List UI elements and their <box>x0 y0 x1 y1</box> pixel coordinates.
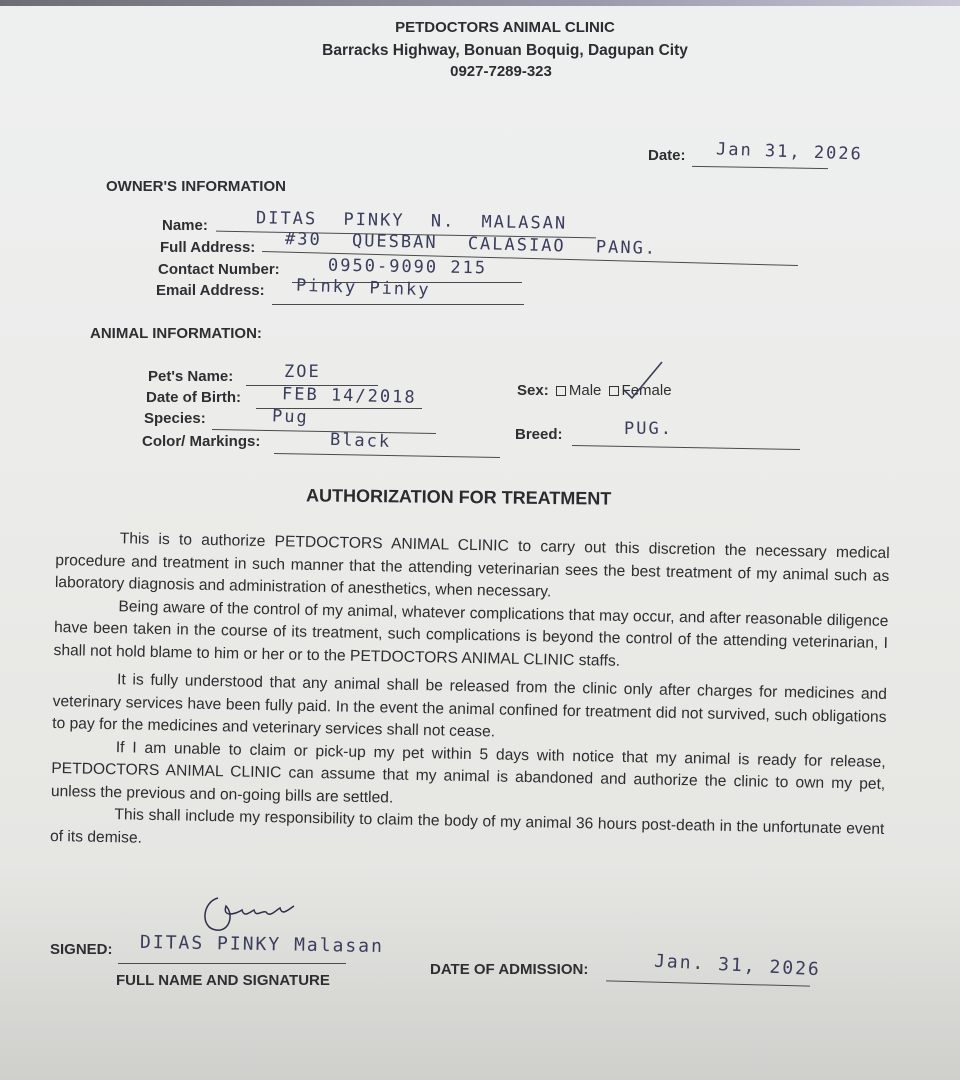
date-label: Date: <box>648 147 686 164</box>
color-line <box>274 453 500 458</box>
photo-top-edge <box>0 0 960 6</box>
owner-section-title: OWNER'S INFORMATION <box>106 178 286 195</box>
breed-label: Breed: <box>515 426 563 443</box>
breed-line <box>572 445 800 450</box>
owner-email-label: Email Address: <box>156 282 265 299</box>
male-option-label: Male <box>568 382 602 399</box>
breed-value[interactable]: PUG. <box>624 419 673 439</box>
owner-address-value[interactable]: #30 QUESBAN CALASIAO PANG. <box>284 229 658 259</box>
clinic-name: PETDOCTORS ANIMAL CLINIC <box>395 19 615 36</box>
animal-section-title: ANIMAL INFORMATION: <box>90 325 262 342</box>
authorization-paragraph-4: If I am unable to claim or pick-up my pet within 5 days with notice that my animal is ready for release, PETDOCTORS ANIMAL CLINIC can assume that my animal is abandoned and authorize the clinic to own my pet, unless the previous and on-going bills are settled. <box>50 738 886 807</box>
dob-value[interactable]: FEB 14/2018 <box>281 384 417 408</box>
authorization-title: AUTHORIZATION FOR TREATMENT <box>305 485 612 509</box>
authorization-paragraph-3: It is fully understood that any animal shall be released from the clinic only after charges for medicines and veterinary services have been fully paid. In the event the animal confined for treatment did not survived, such obligations to pay for the medicines and veterinary services shall not cease. <box>52 671 888 741</box>
color-label: Color/ Markings: <box>142 433 261 450</box>
owner-name-value[interactable]: DITAS PINKY N. MALASAN <box>255 208 568 234</box>
species-label: Species: <box>144 410 206 427</box>
signed-line <box>118 963 346 964</box>
signature-mark-icon <box>196 888 306 938</box>
authorization-paragraph-2: Being aware of the control of my animal, whatever complications that may occur, and after reasonable diligence have been taken in the course of its treatment, such complications is beyond the control of the attending veterinarian, I shall not hold blame to him or her or to the PETDOCTORS ANIMAL CLINIC staffs. <box>53 597 889 670</box>
clinic-phone: 0927-7289-323 <box>450 63 552 80</box>
admission-value[interactable]: Jan. 31, 2026 <box>653 950 822 981</box>
dob-label: Date of Birth: <box>146 389 241 406</box>
admission-label: DATE OF ADMISSION: <box>430 961 589 978</box>
owner-contact-label: Contact Number: <box>158 261 280 278</box>
owner-name-label: Name: <box>162 217 208 234</box>
female-check-mark-icon <box>618 360 666 400</box>
admission-line <box>606 980 810 986</box>
authorization-paragraph-1: This is to authorize PETDOCTORS ANIMAL CLINIC to carry out this discretion the necessary medical procedure and treatment in such manner that the attending veterinarian sees the best treatment of my animal such as laboratory diagnosis and administration of anesthetics, when necessary. <box>54 530 890 601</box>
signed-value[interactable]: DITAS PINKY Malasan <box>139 931 385 958</box>
authorization-paragraph-5: This shall include my responsibility to claim the body of my animal 36 hours post-death in the unfortunate event of its demise. <box>49 806 885 847</box>
sex-label: Sex: <box>517 382 549 399</box>
male-checkbox[interactable] <box>556 386 566 396</box>
pet-name-label: Pet's Name: <box>148 368 234 385</box>
owner-address-label: Full Address: <box>160 239 256 256</box>
species-value[interactable]: Pug <box>271 406 310 428</box>
color-value[interactable]: Black <box>329 429 392 453</box>
signature-caption: FULL NAME AND SIGNATURE <box>116 972 330 989</box>
female-option-label: Female <box>621 382 672 399</box>
pet-name-value[interactable]: ZOE <box>284 362 321 382</box>
owner-contact-value[interactable]: 0950-9090 215 <box>327 255 488 279</box>
owner-email-value[interactable]: Pinky Pinky <box>295 275 431 301</box>
date-value[interactable]: Jan 31, 2026 <box>715 139 864 165</box>
signed-label: SIGNED: <box>50 941 113 958</box>
authorization-body <box>50 527 890 864</box>
clinic-address: Barracks Highway, Bonuan Boquig, Dagupan City <box>322 42 688 59</box>
date-underline <box>692 166 828 169</box>
owner-email-line <box>272 304 524 305</box>
